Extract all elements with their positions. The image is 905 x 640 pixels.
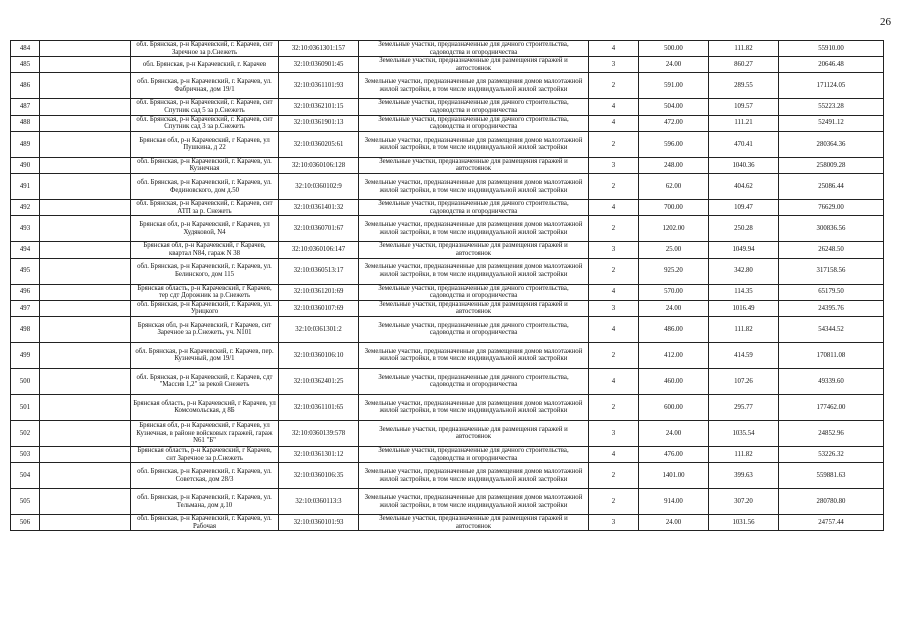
land-use-cell: Земельные участки, предназначенные для размещения домов малоэтажной жилой застройки, в том числе индивидуальной жилой застройки — [359, 73, 589, 99]
cadastral-value-cell: 559881.63 — [779, 463, 884, 489]
row-number-cell: 502 — [11, 420, 40, 446]
table-row — [11, 446, 884, 462]
area-cell: 570.00 — [639, 284, 709, 300]
row-number-cell: 506 — [11, 515, 40, 531]
row-number-cell: 485 — [11, 57, 40, 73]
address-cell: обл. Брянская, р-н Карачевский, г. Карачев, снт Заречное за р.Снежеть — [131, 41, 279, 57]
blank-cell — [40, 420, 131, 446]
group-code-cell: 4 — [589, 446, 639, 462]
cadastral-value-cell: 49339.60 — [779, 368, 884, 394]
price-cell: 399.63 — [709, 463, 779, 489]
cadastral-number-cell: 32:10:0362101:15 — [279, 99, 359, 115]
area-cell: 1202.00 — [639, 216, 709, 242]
area-cell: 62.00 — [639, 174, 709, 200]
price-cell: 107.26 — [709, 368, 779, 394]
land-use-cell: Земельные участки, предназначенные для размещения гаражей и автостоянок — [359, 57, 589, 73]
group-code-cell: 4 — [589, 284, 639, 300]
row-number-cell: 489 — [11, 131, 40, 157]
address-cell: обл. Брянская, р-н Карачевский, г. Карачев, ул. Фединовского, дом д.50 — [131, 174, 279, 200]
land-use-cell: Земельные участки, предназначенные для размещения гаражей и автостоянок — [359, 242, 589, 258]
area-cell: 24.00 — [639, 57, 709, 73]
price-cell: 342.80 — [709, 258, 779, 284]
cadastral-number-cell: 32:10:0361901:13 — [279, 115, 359, 131]
price-cell: 111.82 — [709, 316, 779, 342]
group-code-cell: 2 — [589, 463, 639, 489]
blank-cell — [40, 342, 131, 368]
cadastral-number-cell: 32:10:0361101:93 — [279, 73, 359, 99]
price-cell: 307.20 — [709, 489, 779, 515]
group-code-cell: 4 — [589, 41, 639, 57]
blank-cell — [40, 258, 131, 284]
land-use-cell: Земельные участки, предназначенные для размещения гаражей и автостоянок — [359, 515, 589, 531]
area-cell: 591.00 — [639, 73, 709, 99]
group-code-cell: 2 — [589, 258, 639, 284]
area-cell: 25.00 — [639, 242, 709, 258]
price-cell: 111.82 — [709, 446, 779, 462]
area-cell: 412.00 — [639, 342, 709, 368]
price-cell: 111.82 — [709, 41, 779, 57]
table-row — [11, 316, 884, 342]
price-cell: 1016.49 — [709, 300, 779, 316]
cadastral-number-cell: 32:10:0361301:2 — [279, 316, 359, 342]
cadastral-number-cell: 32:10:0360513:17 — [279, 258, 359, 284]
group-code-cell: 2 — [589, 489, 639, 515]
cadastral-value-cell: 177462.00 — [779, 394, 884, 420]
table-body — [11, 41, 884, 531]
land-use-cell: Земельные участки, предназначенные для размещения гаражей и автостоянок — [359, 157, 589, 173]
blank-cell — [40, 284, 131, 300]
table-row — [11, 420, 884, 446]
blank-cell — [40, 242, 131, 258]
cadastral-value-cell: 24395.76 — [779, 300, 884, 316]
cadastral-value-cell: 26248.50 — [779, 242, 884, 258]
cadastral-value-cell: 53226.32 — [779, 446, 884, 462]
table-row — [11, 489, 884, 515]
row-number-cell: 500 — [11, 368, 40, 394]
area-cell: 596.00 — [639, 131, 709, 157]
blank-cell — [40, 73, 131, 99]
row-number-cell: 503 — [11, 446, 40, 462]
group-code-cell: 3 — [589, 300, 639, 316]
cadastral-value-cell: 76629.00 — [779, 200, 884, 216]
cadastral-value-cell: 171124.05 — [779, 73, 884, 99]
table-row — [11, 368, 884, 394]
row-number-cell: 495 — [11, 258, 40, 284]
address-cell: обл. Брянская, р-н Карачевский, г. Карачев, сдт "Массив 1,2" за рекой Снежеть — [131, 368, 279, 394]
area-cell: 504.00 — [639, 99, 709, 115]
area-cell: 248.00 — [639, 157, 709, 173]
cadastral-number-cell: 32:10:0360106:147 — [279, 242, 359, 258]
address-cell: обл. Брянская, р-н Карачевский, г. Карачев, пер. Кузнечный, дом 19/1 — [131, 342, 279, 368]
land-plot-table — [10, 40, 884, 531]
land-use-cell: Земельные участки, предназначенные для дачного строительства, садоводства и огородничества — [359, 41, 589, 57]
cadastral-number-cell: 32:10:0360106:35 — [279, 463, 359, 489]
cadastral-number-cell: 32:10:0361201:69 — [279, 284, 359, 300]
cadastral-value-cell: 258009.28 — [779, 157, 884, 173]
cadastral-value-cell: 55223.28 — [779, 99, 884, 115]
area-cell: 24.00 — [639, 300, 709, 316]
land-use-cell: Земельные участки, предназначенные для дачного строительства, садоводства и огородничества — [359, 368, 589, 394]
area-cell: 914.00 — [639, 489, 709, 515]
blank-cell — [40, 394, 131, 420]
cadastral-value-cell: 65179.50 — [779, 284, 884, 300]
land-use-cell: Земельные участки, предназначенные для размещения домов малоэтажной жилой застройки, в том числе индивидуальной жилой застройки — [359, 258, 589, 284]
group-code-cell: 4 — [589, 368, 639, 394]
cadastral-number-cell: 32:10:0360106:10 — [279, 342, 359, 368]
blank-cell — [40, 368, 131, 394]
group-code-cell: 3 — [589, 420, 639, 446]
group-code-cell: 4 — [589, 115, 639, 131]
blank-cell — [40, 41, 131, 57]
address-cell: Брянская область, р-н Карачевский, г Карачев, тер сдт Дорожник за р.Снежеть — [131, 284, 279, 300]
cadastral-value-cell: 280364.36 — [779, 131, 884, 157]
area-cell: 24.00 — [639, 420, 709, 446]
table-row — [11, 73, 884, 99]
row-number-cell: 491 — [11, 174, 40, 200]
land-use-cell: Земельные участки, предназначенные для размещения гаражей и автостоянок — [359, 300, 589, 316]
row-number-cell: 496 — [11, 284, 40, 300]
group-code-cell: 2 — [589, 174, 639, 200]
land-use-cell: Земельные участки, предназначенные для размещения гаражей и автостоянок — [359, 420, 589, 446]
cadastral-value-cell: 170811.08 — [779, 342, 884, 368]
row-number-cell: 501 — [11, 394, 40, 420]
cadastral-number-cell: 32:10:0361301:12 — [279, 446, 359, 462]
cadastral-value-cell: 317158.56 — [779, 258, 884, 284]
table-row — [11, 463, 884, 489]
cadastral-number-cell: 32:10:0360102:9 — [279, 174, 359, 200]
area-cell: 925.20 — [639, 258, 709, 284]
price-cell: 860.27 — [709, 57, 779, 73]
cadastral-value-cell: 24852.96 — [779, 420, 884, 446]
area-cell: 500.00 — [639, 41, 709, 57]
table-row — [11, 300, 884, 316]
blank-cell — [40, 216, 131, 242]
land-use-cell: Земельные участки, предназначенные для размещения домов малоэтажной жилой застройки, в том числе индивидуальной жилой застройки — [359, 216, 589, 242]
group-code-cell: 4 — [589, 99, 639, 115]
address-cell: обл. Брянская, р-н Карачевский, г. Карачев, ул. Урицкого — [131, 300, 279, 316]
address-cell: обл. Брянская, р-н Карачевский, г. Карачев — [131, 57, 279, 73]
cadastral-value-cell: 300836.56 — [779, 216, 884, 242]
row-number-cell: 504 — [11, 463, 40, 489]
address-cell: Брянская обл, р-н Карачевский, г Карачев, снт Заречное за р.Снежеть, уч. N101 — [131, 316, 279, 342]
land-use-cell: Земельные участки, предназначенные для размещения домов малоэтажной жилой застройки, в том числе индивидуальной жилой застройки — [359, 463, 589, 489]
cadastral-number-cell: 32:10:0362401:25 — [279, 368, 359, 394]
land-use-cell: Земельные участки, предназначенные для дачного строительства, садоводства и огородничества — [359, 200, 589, 216]
table-row — [11, 394, 884, 420]
group-code-cell: 3 — [589, 242, 639, 258]
row-number-cell: 488 — [11, 115, 40, 131]
land-use-cell: Земельные участки, предназначенные для размещения домов малоэтажной жилой застройки, в том числе индивидуальной жилой застройки — [359, 394, 589, 420]
address-cell: Брянская область, р-н Карачевский, г Карачев, ул Комсомольская, д 8Б — [131, 394, 279, 420]
address-cell: Брянская область, р-н Карачевский, г Карачев, снт Заречное за р.Снежеть — [131, 446, 279, 462]
cadastral-number-cell: 32:10:0360113:3 — [279, 489, 359, 515]
group-code-cell: 3 — [589, 57, 639, 73]
land-use-cell: Земельные участки, предназначенные для дачного строительства, садоводства и огородничества — [359, 115, 589, 131]
table-row — [11, 515, 884, 531]
land-use-cell: Земельные участки, предназначенные для дачного строительства, садоводства и огородничества — [359, 316, 589, 342]
row-number-cell: 497 — [11, 300, 40, 316]
cadastral-number-cell: 32:10:0360205:61 — [279, 131, 359, 157]
row-number-cell: 505 — [11, 489, 40, 515]
group-code-cell: 3 — [589, 157, 639, 173]
price-cell: 1035.54 — [709, 420, 779, 446]
table-row — [11, 131, 884, 157]
row-number-cell: 484 — [11, 41, 40, 57]
cadastral-number-cell: 32:10:0360901:45 — [279, 57, 359, 73]
group-code-cell: 2 — [589, 394, 639, 420]
area-cell: 1401.00 — [639, 463, 709, 489]
group-code-cell: 2 — [589, 216, 639, 242]
area-cell: 460.00 — [639, 368, 709, 394]
cadastral-number-cell: 32:10:0361101:65 — [279, 394, 359, 420]
blank-cell — [40, 463, 131, 489]
price-cell: 295.77 — [709, 394, 779, 420]
group-code-cell: 2 — [589, 131, 639, 157]
address-cell: Брянская обл, р-н Карачевский, г Карачев, ул Худяковой, N4 — [131, 216, 279, 242]
price-cell: 250.28 — [709, 216, 779, 242]
table-row — [11, 242, 884, 258]
area-cell: 472.00 — [639, 115, 709, 131]
row-number-cell: 492 — [11, 200, 40, 216]
cadastral-number-cell: 32:10:0360107:69 — [279, 300, 359, 316]
table-row — [11, 57, 884, 73]
table-row — [11, 200, 884, 216]
blank-cell — [40, 57, 131, 73]
land-use-cell: Земельные участки, предназначенные для размещения домов малоэтажной жилой застройки, в том числе индивидуальной жилой застройки — [359, 342, 589, 368]
blank-cell — [40, 446, 131, 462]
table-row — [11, 216, 884, 242]
price-cell: 1049.94 — [709, 242, 779, 258]
table-row — [11, 258, 884, 284]
area-cell: 600.00 — [639, 394, 709, 420]
group-code-cell: 4 — [589, 316, 639, 342]
blank-cell — [40, 157, 131, 173]
price-cell: 404.62 — [709, 174, 779, 200]
blank-cell — [40, 316, 131, 342]
price-cell: 1031.56 — [709, 515, 779, 531]
row-number-cell: 486 — [11, 73, 40, 99]
group-code-cell: 2 — [589, 342, 639, 368]
address-cell: обл. Брянская, р-н Карачевский, г. Карачев, ул. Советская, дом 28/3 — [131, 463, 279, 489]
address-cell: обл. Брянская, р-н Карачевский, г. Карачев, снт АТП за р. Снежеть — [131, 200, 279, 216]
blank-cell — [40, 200, 131, 216]
address-cell: обл. Брянская, р-н Карачевский, г. Карачев, ул. Рабочая — [131, 515, 279, 531]
land-use-cell: Земельные участки, предназначенные для размещения домов малоэтажной жилой застройки, в том числе индивидуальной жилой застройки — [359, 489, 589, 515]
table-row — [11, 41, 884, 57]
cadastral-value-cell: 20646.48 — [779, 57, 884, 73]
group-code-cell: 3 — [589, 515, 639, 531]
area-cell: 476.00 — [639, 446, 709, 462]
address-cell: обл. Брянская, р-н Карачевский, г. Карачев, снт Спутник сад 5 за р.Снежеть — [131, 99, 279, 115]
blank-cell — [40, 131, 131, 157]
area-cell: 24.00 — [639, 515, 709, 531]
area-cell: 700.00 — [639, 200, 709, 216]
table-row — [11, 157, 884, 173]
land-use-cell: Земельные участки, предназначенные для дачного строительства, садоводства и огородничества — [359, 446, 589, 462]
table-row — [11, 99, 884, 115]
area-cell: 486.00 — [639, 316, 709, 342]
land-use-cell: Земельные участки, предназначенные для дачного строительства, садоводства и огородничества — [359, 284, 589, 300]
address-cell: Брянская обл, р-н Карачевский, г Карачев, квартал N84, гараж N 38 — [131, 242, 279, 258]
blank-cell — [40, 115, 131, 131]
row-number-cell: 490 — [11, 157, 40, 173]
price-cell: 109.57 — [709, 99, 779, 115]
blank-cell — [40, 99, 131, 115]
address-cell: обл. Брянская, р-н Карачевский, г. Карачев, ул. Фабричная, дом 19/1 — [131, 73, 279, 99]
cadastral-number-cell: 32:10:0361301:157 — [279, 41, 359, 57]
address-cell: Брянская обл, р-н Карачевский, г Карачев, ул Пушкина, д 22 — [131, 131, 279, 157]
address-cell: обл. Брянская, р-н Карачевский, г. Карачев, снт Спутник сад 3 за р.Снежеть — [131, 115, 279, 131]
table-row — [11, 284, 884, 300]
blank-cell — [40, 300, 131, 316]
price-cell: 109.47 — [709, 200, 779, 216]
cadastral-number-cell: 32:10:0360106:128 — [279, 157, 359, 173]
cadastral-value-cell: 52491.12 — [779, 115, 884, 131]
row-number-cell: 487 — [11, 99, 40, 115]
land-use-cell: Земельные участки, предназначенные для размещения домов малоэтажной жилой застройки, в том числе индивидуальной жилой застройки — [359, 174, 589, 200]
address-cell: Брянская обл, р-н Карачевский, г Карачев, ул Кузнечная, в районе войсковых гаражей, гараж N61 "Б" — [131, 420, 279, 446]
price-cell: 289.55 — [709, 73, 779, 99]
group-code-cell: 4 — [589, 200, 639, 216]
cadastral-value-cell: 280780.80 — [779, 489, 884, 515]
address-cell: обл. Брянская, р-н Карачевский, г. Карачев, ул. Белинского, дом 115 — [131, 258, 279, 284]
price-cell: 111.21 — [709, 115, 779, 131]
cadastral-value-cell: 24757.44 — [779, 515, 884, 531]
price-cell: 470.41 — [709, 131, 779, 157]
table-row — [11, 342, 884, 368]
cadastral-value-cell: 54344.52 — [779, 316, 884, 342]
row-number-cell: 493 — [11, 216, 40, 242]
price-cell: 1040.36 — [709, 157, 779, 173]
table-row — [11, 115, 884, 131]
page-number: 26 — [880, 16, 891, 28]
cadastral-value-cell: 55910.00 — [779, 41, 884, 57]
blank-cell — [40, 174, 131, 200]
land-use-cell: Земельные участки, предназначенные для размещения домов малоэтажной жилой застройки, в том числе индивидуальной жилой застройки — [359, 131, 589, 157]
cadastral-number-cell: 32:10:0361401:32 — [279, 200, 359, 216]
cadastral-number-cell: 32:10:0360701:67 — [279, 216, 359, 242]
group-code-cell: 2 — [589, 73, 639, 99]
table-row — [11, 174, 884, 200]
row-number-cell: 499 — [11, 342, 40, 368]
cadastral-number-cell: 32:10:0360101:93 — [279, 515, 359, 531]
cadastral-number-cell: 32:10:0360139:578 — [279, 420, 359, 446]
price-cell: 114.35 — [709, 284, 779, 300]
address-cell: обл. Брянская, р-н Карачевский, г. Карачев, ул. Кузнечная — [131, 157, 279, 173]
row-number-cell: 494 — [11, 242, 40, 258]
blank-cell — [40, 515, 131, 531]
row-number-cell: 498 — [11, 316, 40, 342]
blank-cell — [40, 489, 131, 515]
land-use-cell: Земельные участки, предназначенные для дачного строительства, садоводства и огородничества — [359, 99, 589, 115]
cadastral-value-cell: 25086.44 — [779, 174, 884, 200]
price-cell: 414.59 — [709, 342, 779, 368]
address-cell: обл. Брянская, р-н Карачевский, г. Карачев, ул. Тельмана, дом д.10 — [131, 489, 279, 515]
